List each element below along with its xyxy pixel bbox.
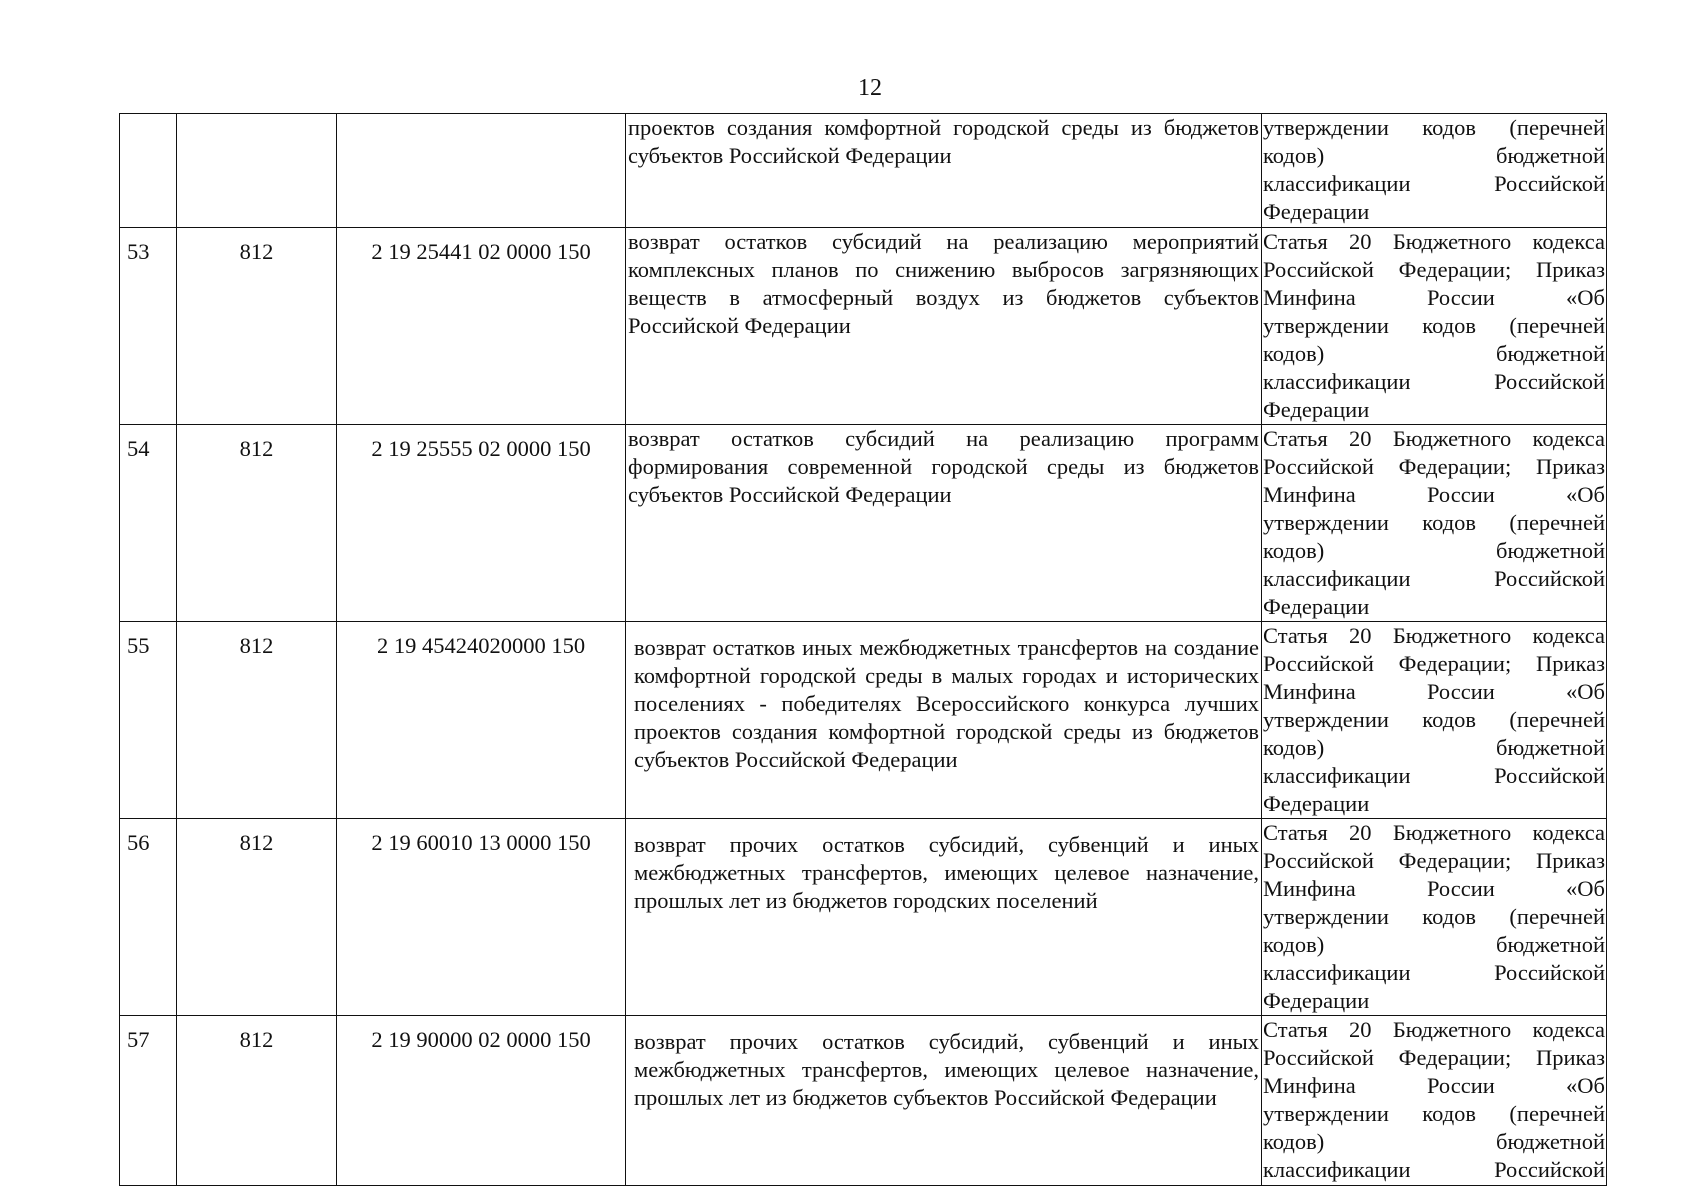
legal-basis-line: классификации Российской (1263, 369, 1605, 394)
row-number-cell: 56 (120, 819, 177, 1016)
legal-basis-line: кодов) бюджетной (1263, 143, 1605, 168)
legal-basis-line: утверждении кодов (перечней (1263, 115, 1605, 140)
legal-basis-line: классификации Российской (1263, 1157, 1605, 1182)
income-name-cell: проектов создания комфортной городской среды из бюджетов субъектов Российской Федерации (626, 114, 1262, 228)
row-number-cell: 57 (120, 1016, 177, 1186)
budget-code-cell: 2 19 25555 02 0000 150 (337, 425, 626, 622)
legal-basis-line: Российской Федерации; Приказ (1263, 651, 1605, 676)
row-number-cell (120, 114, 177, 228)
legal-basis-line: классификации Российской (1263, 171, 1605, 196)
legal-basis-line: Статья 20 Бюджетного кодекса (1263, 229, 1605, 254)
legal-basis-line: Статья 20 Бюджетного кодекса (1263, 623, 1605, 648)
legal-basis-line: классификации Российской (1263, 566, 1605, 591)
legal-basis-line: Статья 20 Бюджетного кодекса (1263, 820, 1605, 845)
legal-basis-cell (1262, 1016, 1607, 1186)
admin-code-cell (177, 114, 337, 228)
legal-basis-cell (1262, 228, 1607, 425)
legal-basis-line: кодов) бюджетной (1263, 341, 1605, 366)
legal-basis-line: Минфина России «Об (1263, 1073, 1605, 1098)
legal-basis-line: кодов) бюджетной (1263, 1129, 1605, 1154)
budget-code-cell: 2 19 90000 02 0000 150 (337, 1016, 626, 1186)
legal-basis-line: утверждении кодов (перечней (1263, 1101, 1605, 1126)
table-row (120, 425, 1607, 622)
table-row (120, 819, 1607, 1016)
legal-basis-line: Федерации (1263, 594, 1370, 619)
legal-basis-line: Статья 20 Бюджетного кодекса (1263, 426, 1605, 451)
legal-basis-line: Федерации (1263, 791, 1370, 816)
legal-basis-line: Минфина России «Об (1263, 876, 1605, 901)
income-name-cell: возврат прочих остатков субсидий, субвенций и иных межбюджетных трансфертов, имеющих целевое назначение, прошлых лет из бюджетов городских поселений (626, 819, 1262, 1016)
legal-basis-line: Минфина России «Об (1263, 679, 1605, 704)
page-number: 12 (858, 75, 882, 101)
admin-code-cell: 812 (177, 819, 337, 1016)
legal-basis-line: классификации Российской (1263, 763, 1605, 788)
table-row (120, 622, 1607, 819)
legal-basis-line: утверждении кодов (перечней (1263, 904, 1605, 929)
legal-basis-line: Федерации (1263, 199, 1370, 224)
income-name-cell: возврат остатков субсидий на реализацию программ формирования современной городской среды из бюджетов субъектов Российской Федерации (626, 425, 1262, 622)
legal-basis-cell (1262, 622, 1607, 819)
income-name-cell: возврат остатков иных межбюджетных трансфертов на создание комфортной городской среды в малых городах и исторических поселениях - победителях Всероссийского конкурса лучших проектов создания комфортной городской среды из бюджетов субъектов Российской Федерации (626, 622, 1262, 819)
income-name-cell: возврат остатков субсидий на реализацию мероприятий комплексных планов по снижению выбросов загрязняющих веществ в атмосферный воздух из бюджетов субъектов Российской Федерации (626, 228, 1262, 425)
legal-basis-line: Статья 20 Бюджетного кодекса (1263, 1017, 1605, 1042)
budget-code-cell: 2 19 45424020000 150 (337, 622, 626, 819)
legal-basis-line: утверждении кодов (перечней (1263, 510, 1605, 535)
admin-code-cell: 812 (177, 425, 337, 622)
legal-basis-line: Российской Федерации; Приказ (1263, 1045, 1605, 1070)
legal-basis-line: кодов) бюджетной (1263, 538, 1605, 563)
legal-basis-line: Российской Федерации; Приказ (1263, 454, 1605, 479)
row-number-cell: 53 (120, 228, 177, 425)
budget-codes-table (119, 113, 1607, 1186)
income-name-cell: возврат прочих остатков субсидий, субвенций и иных межбюджетных трансфертов, имеющих целевое назначение, прошлых лет из бюджетов субъектов Российской Федерации (626, 1016, 1262, 1186)
legal-basis-line: Российской Федерации; Приказ (1263, 257, 1605, 282)
legal-basis-line: утверждении кодов (перечней (1263, 707, 1605, 732)
admin-code-cell: 812 (177, 1016, 337, 1186)
row-number-cell: 54 (120, 425, 177, 622)
legal-basis-line: Российской Федерации; Приказ (1263, 848, 1605, 873)
legal-basis-line: утверждении кодов (перечней (1263, 313, 1605, 338)
budget-code-cell: 2 19 25441 02 0000 150 (337, 228, 626, 425)
table-row-continuation (120, 114, 1607, 228)
legal-basis-line: классификации Российской (1263, 960, 1605, 985)
budget-code-cell: 2 19 60010 13 0000 150 (337, 819, 626, 1016)
legal-basis-line: Федерации (1263, 397, 1370, 422)
table-row (120, 1016, 1607, 1186)
admin-code-cell: 812 (177, 622, 337, 819)
row-number-cell: 55 (120, 622, 177, 819)
legal-basis-line: кодов) бюджетной (1263, 932, 1605, 957)
admin-code-cell: 812 (177, 228, 337, 425)
legal-basis-line: Минфина России «Об (1263, 285, 1605, 310)
budget-code-cell (337, 114, 626, 228)
legal-basis-line: Минфина России «Об (1263, 482, 1605, 507)
legal-basis-cell (1262, 114, 1607, 228)
legal-basis-line: кодов) бюджетной (1263, 735, 1605, 760)
legal-basis-line: Федерации (1263, 988, 1370, 1013)
legal-basis-cell (1262, 819, 1607, 1016)
legal-basis-cell (1262, 425, 1607, 622)
table-row (120, 228, 1607, 425)
